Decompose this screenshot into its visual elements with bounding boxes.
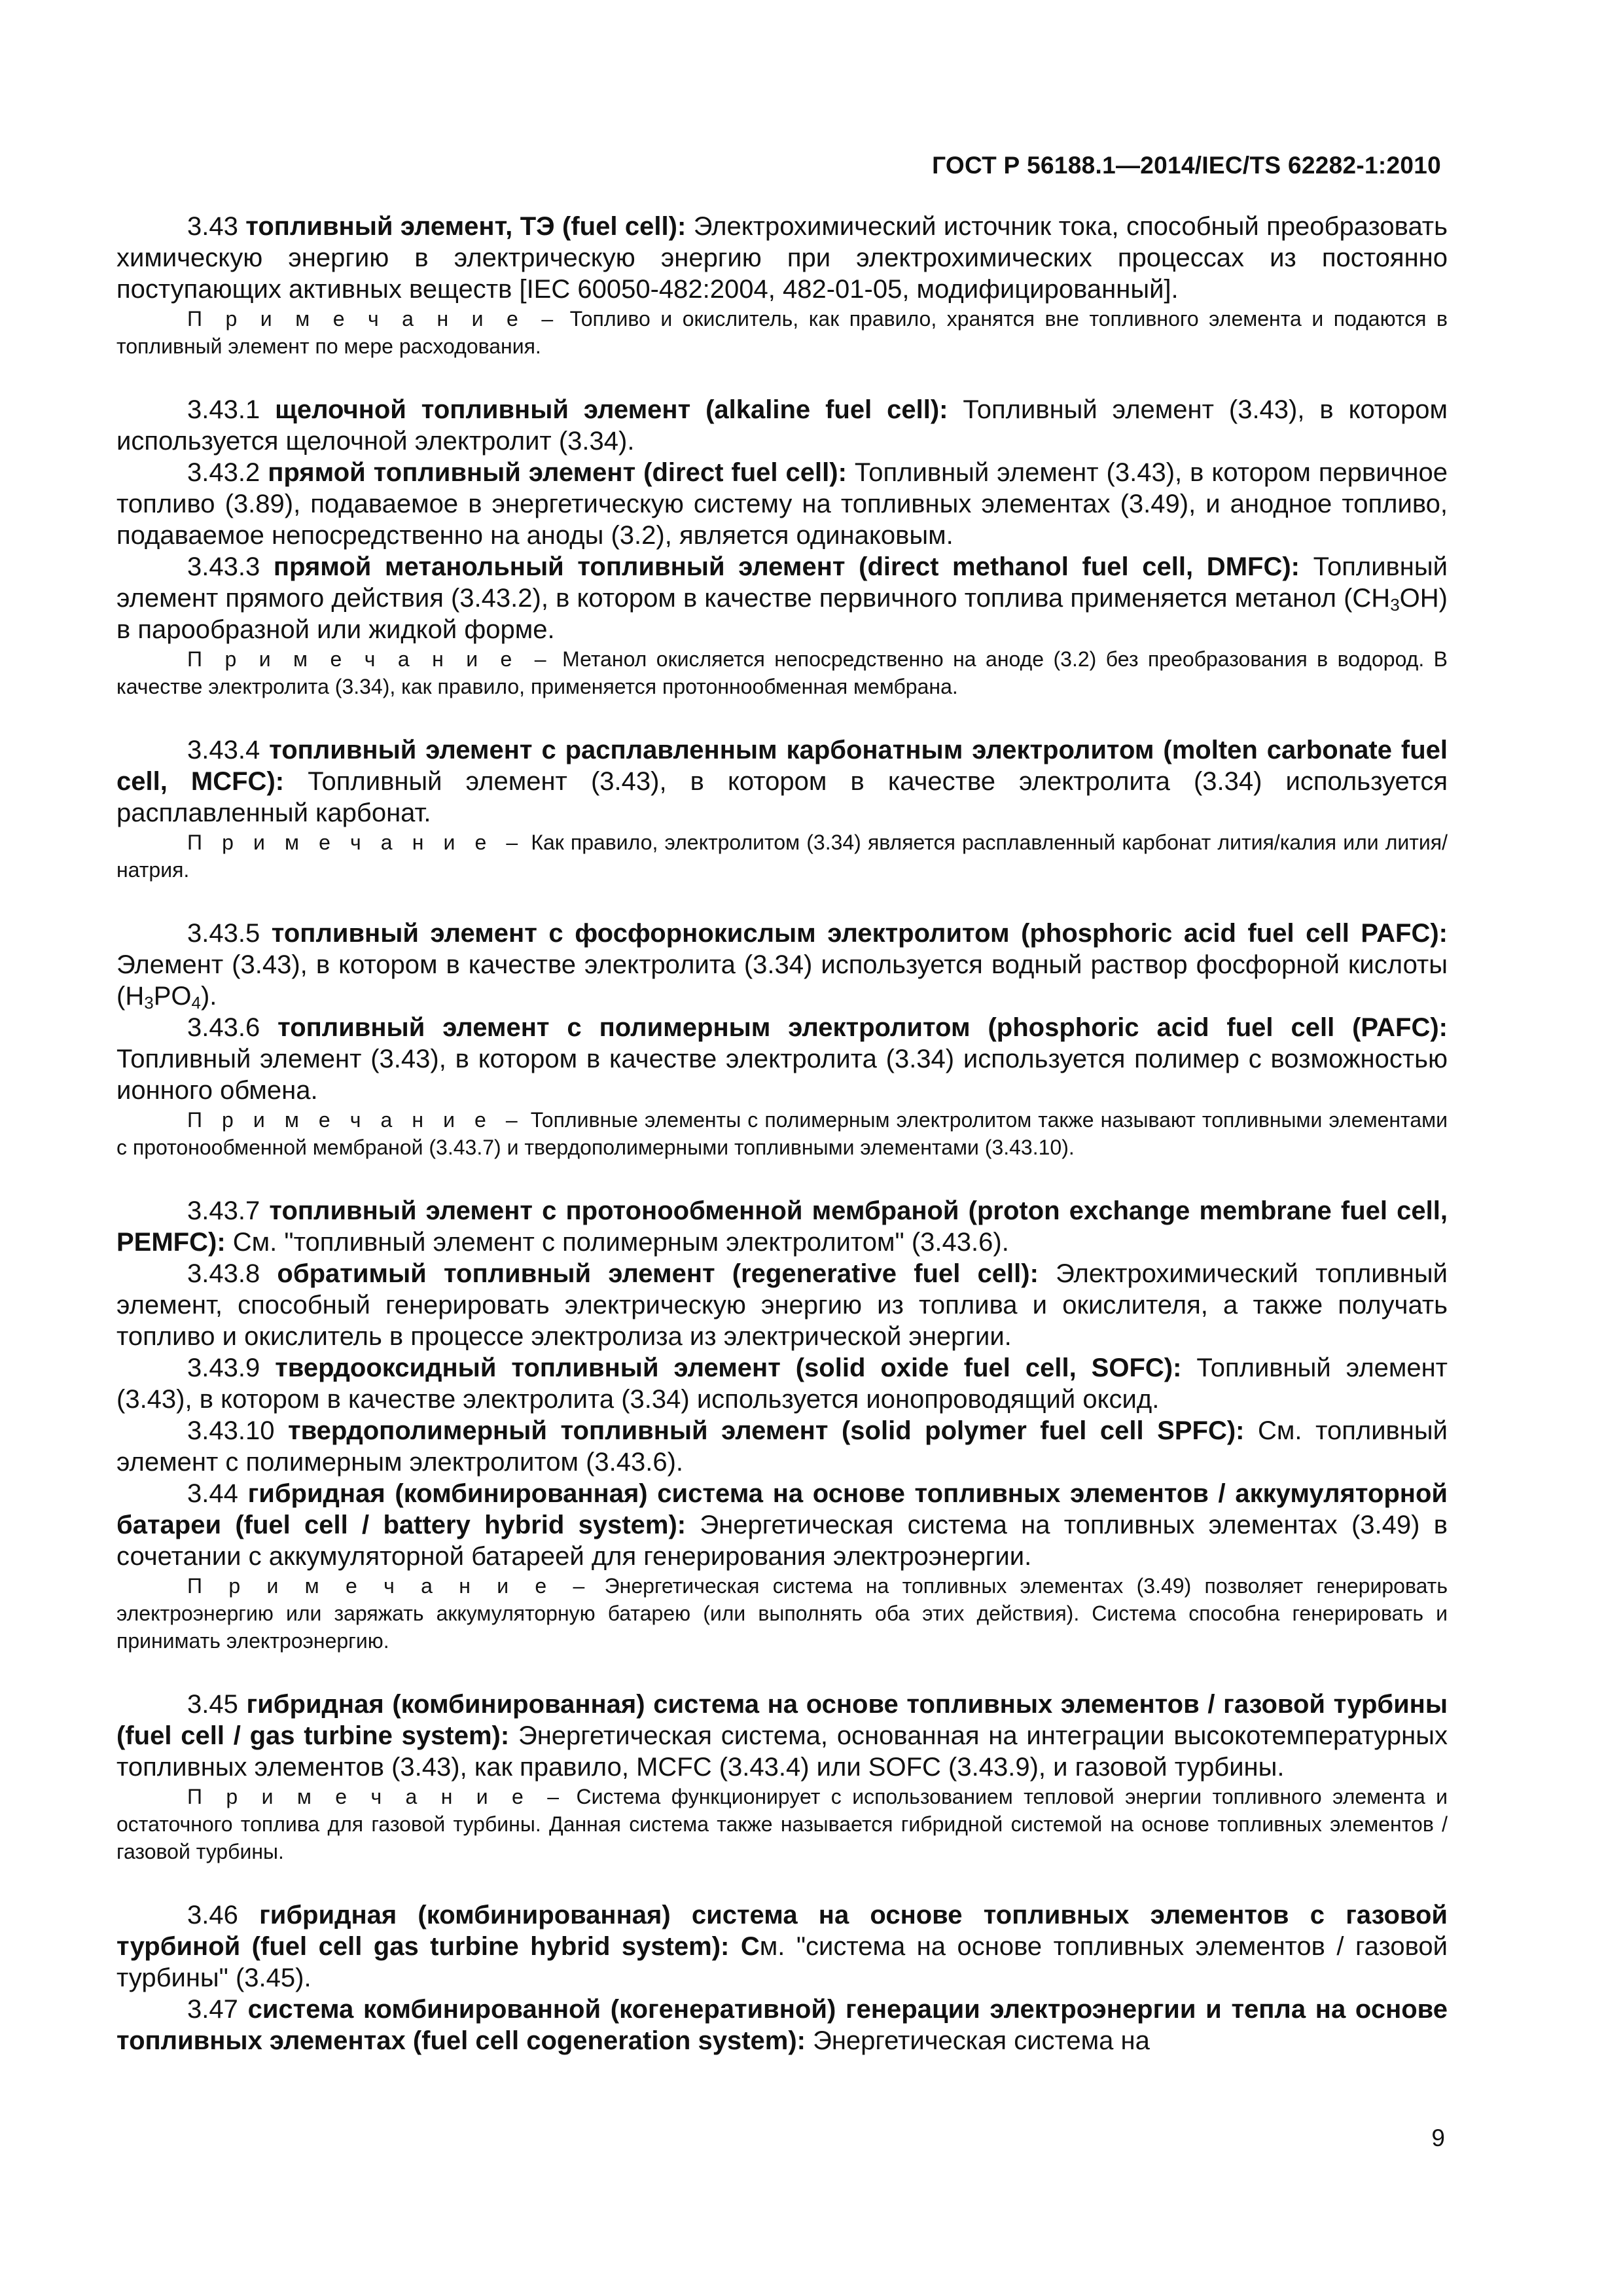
term: твердополимерный топливный элемент (solid polymer fuel cell SPFC): — [288, 1416, 1245, 1445]
note-3-45: П р и м е ч а н и е – Система функционирует с использованием тепловой энергии топливного элемента и остаточного топлива для газовой турбины. Данная система также называется гибридной системой на основе топливных элементов / газовой турбины. — [116, 1785, 1448, 1863]
term: прямой метанольный топливный элемент (direct methanol fuel cell, DMFC): — [273, 552, 1300, 581]
entry-3-43-4: 3.43.4 топливный элемент с расплавленным карбонатным электролитом (molten carbonate fuel cell, MCFC): Топливный элемент (3.43), в котором в качестве электролита (3.34) используется расплавленный карбонат. — [116, 736, 1448, 827]
term: прямой топливный элемент (direct fuel cell): — [268, 458, 847, 487]
note-3-43-4: П р и м е ч а н и е – Как правило, электролитом (3.34) является расплавленный карбонат лития/калия или лития/натрия. — [116, 831, 1448, 882]
note-3-43: П р и м е ч а н и е – Топливо и окислитель, как правило, хранятся вне топливного элемента и подаются в топливный элемент по мере расходования. — [116, 307, 1448, 358]
term: топливный элемент, ТЭ (fuel cell): — [245, 212, 687, 241]
entry-3-43-10: 3.43.10 твердополимерный топливный элемент (solid polymer fuel cell SPFC): См. топливный элемент с полимерным электролитом (3.43.6). — [116, 1416, 1448, 1477]
term: гибридная (комбинированная) система на основе топливных элементов с газовой турбиной (fuel cell gas turbine hybrid system): С — [116, 1901, 1448, 1961]
term: обратимый топливный элемент (regenerative fuel cell): — [277, 1259, 1039, 1288]
entry-3-43-5: 3.43.5 топливный элемент с фосфорнокислым электролитом (phosphoric acid fuel cell PAFC): Элемент (3.43), в котором в качестве электролита (3.34) используется водный раствор фосфорной кислоты $(H_3PO_4)$. — [116, 919, 1448, 1013]
term: топливный элемент с расплавленным карбонатным электролитом (molten carbonate fuel cell, MCFC): — [116, 736, 1448, 796]
standard-designation: ГОСТ Р 56188.1—2014/IEC/TS 62282-1:2010 — [932, 152, 1441, 179]
term: щелочной топливный элемент (alkaline fuel cell): — [275, 395, 948, 424]
document-body — [116, 211, 1448, 2056]
note-3-44: П р и м е ч а н и е – Энергетическая система на топливных элементах (3.49) позволяет генерировать электроэнергию или заряжать аккумуляторную батарею (или выполнять оба этих действия). Система способна генерировать и принимать электроэнергию. — [116, 1574, 1448, 1653]
entry-3-43-7: 3.43.7 топливный элемент с протонообменной мембраной (proton exchange membrane fuel cell, PEMFC): См. "топливный элемент с полимерным электролитом" (3.43.6). — [116, 1196, 1448, 1257]
term: гибридная (комбинированная) система на основе топливных элементов / газовой турбины (fuel cell / gas turbine system): — [116, 1690, 1448, 1750]
entry-3-43-8: 3.43.8 обратимый топливный элемент (regenerative fuel cell): Электрохимический топливный элемент, способный генерировать электрическую энергию из топлива и окислителя, а также получать топливо и окислитель в процессе электролиза из электрической энергии. — [116, 1259, 1448, 1351]
entry-3-43-2: 3.43.2 прямой топливный элемент (direct fuel cell): Топливный элемент (3.43), в котором первичное топливо (3.89), подаваемое в энергетическую систему на топливных элементах (3.49), и анодное топливо, подаваемое непосредственно на аноды (3.2), является одинаковым. — [116, 458, 1448, 550]
entry-3-43-6: 3.43.6 топливный элемент с полимерным электролитом (phosphoric acid fuel cell (PAFC): Топливный элемент (3.43), в котором в качестве электролита (3.34) используется полимер с возможностью ионного обмена. — [116, 1013, 1448, 1105]
term: топливный элемент с протонообменной мембраной (proton exchange membrane fuel cell, PEMFC): — [116, 1196, 1448, 1257]
entry-3-43-9: 3.43.9 твердооксидный топливный элемент (solid oxide fuel cell, SOFC): Топливный элемент (3.43), в котором в качестве электролита (3.34) используется ионопроводящий оксид. — [116, 1354, 1448, 1414]
note-3-43-3: П р и м е ч а н и е – Метанол окисляется непосредственно на аноде (3.2) без преобразования в водород. В качестве электролита (3.34), как правило, применяется протоннообменная мембрана. — [116, 647, 1448, 698]
entry-3-43-1: 3.43.1 щелочной топливный элемент (alkaline fuel cell): Топливный элемент (3.43), в котором используется щелочной электролит (3.34). — [116, 395, 1448, 456]
entry-3-43-3: 3.43.3 прямой метанольный топливный элемент (direct methanol fuel cell, DMFC): Топливный элемент прямого действия (3.43.2), в котором в качестве первичного топлива применяется метанол $(CH_3OH)$ в парообразной или жидкой форме. — [116, 552, 1448, 644]
term: твердооксидный топливный элемент (solid oxide fuel cell, SOFC): — [275, 1354, 1182, 1382]
term: топливный элемент с фосфорнокислым электролитом (phosphoric acid fuel cell PAFC): — [271, 919, 1448, 948]
note-3-43-6: П р и м е ч а н и е – Топливные элементы с полимерным электролитом также называют топливными элементами с протонообменной мембраной (3.43.7) и твердополимерными топливными элементами (3.43.10). — [116, 1108, 1448, 1159]
entry-3-47: 3.47 система комбинированной (когенеративной) генерации электроэнергии и тепла на основе топливных элементах (fuel cell cogeneration system): Энергетическая система на — [116, 1995, 1448, 2055]
entry-3-45: 3.45 гибридная (комбинированная) система на основе топливных элементов / газовой турбины (fuel cell / gas turbine system): Энергетическая система, основанная на интеграции высокотемпературных топливных элементов (3.43), как правило, MCFC (3.43.4) или SOFC (3.43.9), и газовой турбины. — [116, 1690, 1448, 1782]
entry-3-46: 3.46 гибридная (комбинированная) система на основе топливных элементов с газовой турбиной (fuel cell gas turbine hybrid system): См. "система на основе топливных элементов / газовой турбины" (3.45). — [116, 1901, 1448, 1992]
page-number: 9 — [1431, 2125, 1445, 2151]
entry-3-43: 3.43 топливный элемент, ТЭ (fuel cell): Электрохимический источник тока, способный преобразовать химическую энергию в электрическую энергию при электрохимических процессах из постоянно поступающих активных веществ [IEC 60050-482:2004, 482-01-05, модифицированный]. — [116, 212, 1448, 304]
term: гибридная (комбинированная) система на основе топливных элементов / аккумуляторной батареи (fuel cell / battery hybrid system): — [116, 1479, 1448, 1539]
term: система комбинированной (когенеративной) генерации электроэнергии и тепла на основе топливных элементах (fuel cell cogeneration system): — [116, 1995, 1448, 2055]
entry-3-44: 3.44 гибридная (комбинированная) система на основе топливных элементов / аккумуляторной батареи (fuel cell / battery hybrid system): Энергетическая система на топливных элементах (3.49) в сочетании с аккумуляторной батареей для генерирования электроэнергии. — [116, 1479, 1448, 1571]
term: топливный элемент с полимерным электролитом (phosphoric acid fuel cell (PAFC): — [277, 1013, 1448, 1042]
